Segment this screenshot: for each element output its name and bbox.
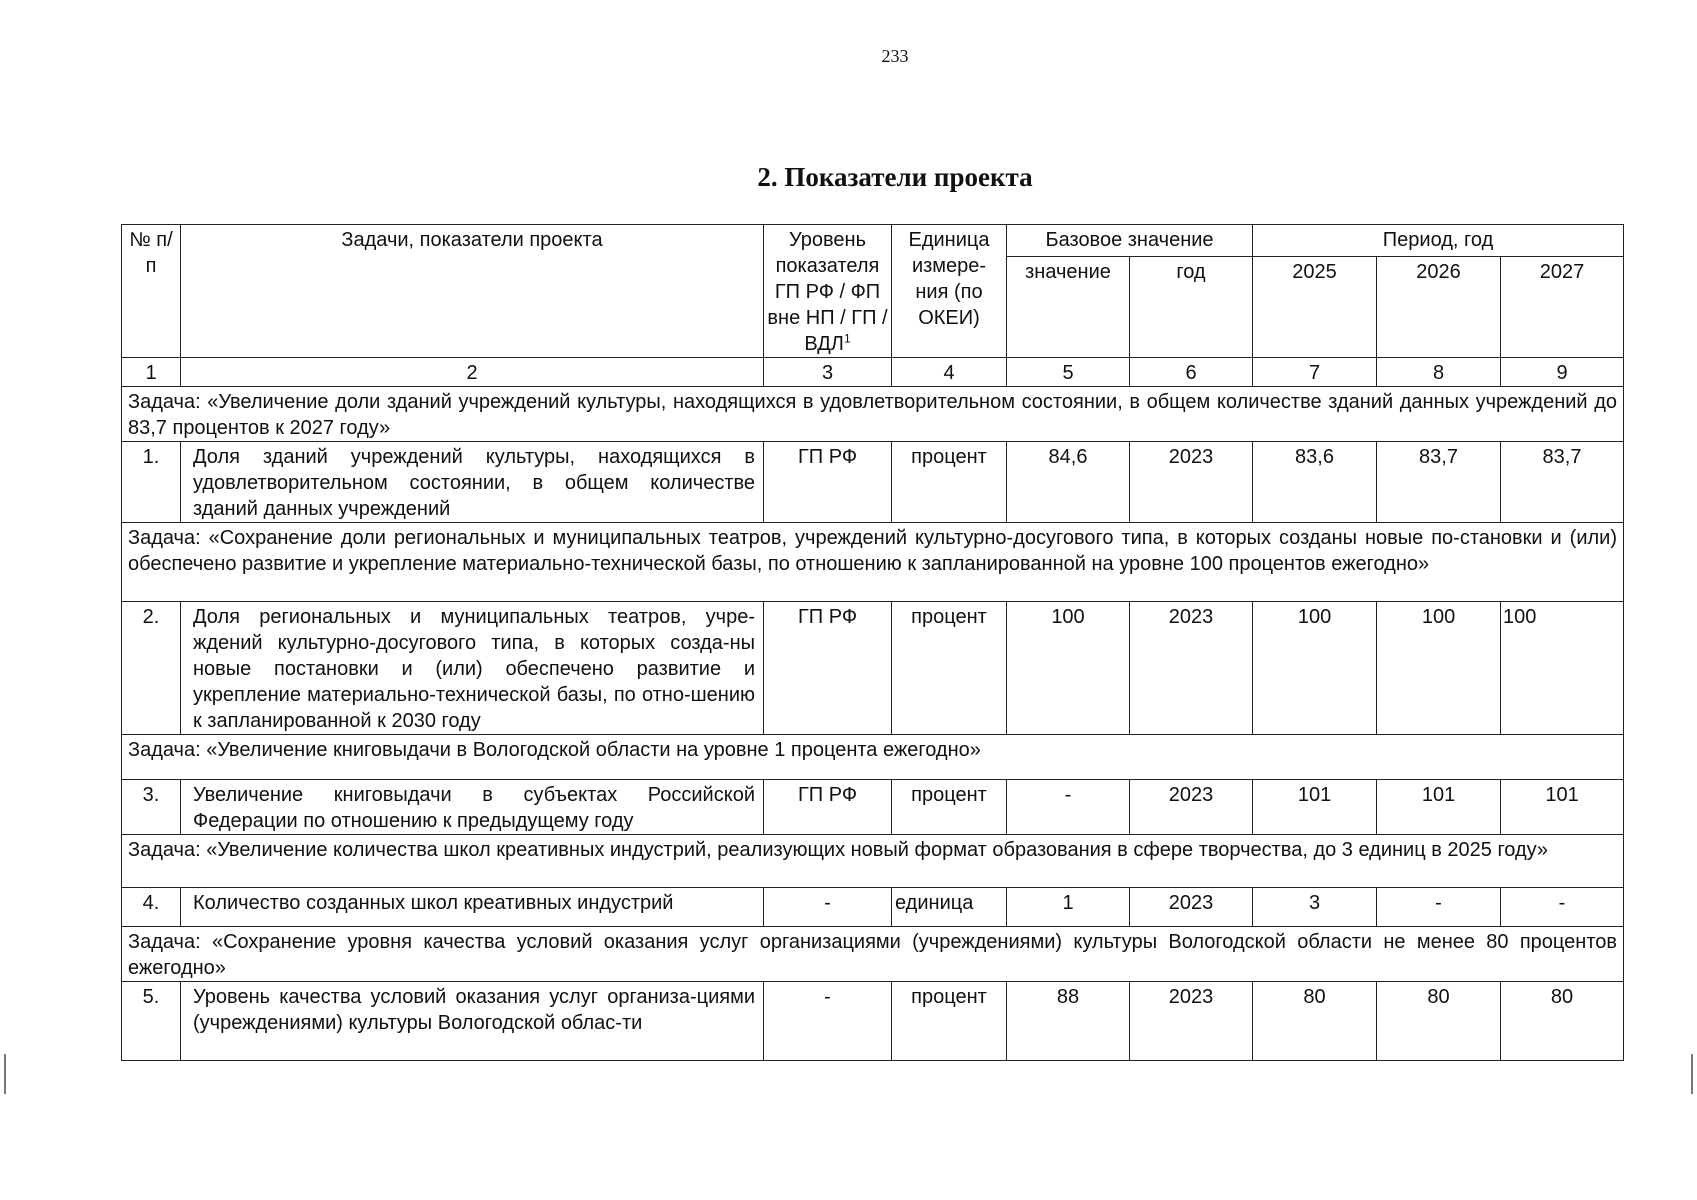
task-row xyxy=(122,387,1624,442)
header-year-2027: 2027 xyxy=(1501,257,1624,358)
column-number: 9 xyxy=(1501,358,1624,387)
indicator-2026: 100 xyxy=(1377,602,1501,735)
indicator-num: 4. xyxy=(122,888,181,927)
task-row xyxy=(122,835,1624,888)
indicator-level: ГП РФ xyxy=(764,602,892,735)
indicator-2027: 80 xyxy=(1501,982,1624,1061)
indicator-2025: 101 xyxy=(1253,780,1377,835)
indicator-2026: - xyxy=(1377,888,1501,927)
indicator-2025: 3 xyxy=(1253,888,1377,927)
indicator-num: 3. xyxy=(122,780,181,835)
indicator-name: Доля региональных и муниципальных театров, учре-ждений культурно-досугового типа, в которых созда-ны новые постановки и (или) обеспечено развитие и укрепление материально-технической базы, по отно-шению к запланированной к 2030 году xyxy=(181,602,764,735)
indicator-base-year: 2023 xyxy=(1130,602,1253,735)
indicator-level: - xyxy=(764,888,892,927)
task-text: Задача: «Увеличение доли зданий учреждений культуры, находящихся в удовлетворительном состоянии, в общем количестве зданий данных учреждений до 83,7 процентов к 2027 году» xyxy=(122,387,1624,442)
task-row xyxy=(122,927,1624,982)
indicator-2027: 100 xyxy=(1501,602,1624,735)
scan-edge-mark-right xyxy=(1691,1054,1693,1094)
column-numbers-row xyxy=(122,358,1624,387)
column-number: 3 xyxy=(764,358,892,387)
column-number: 8 xyxy=(1377,358,1501,387)
indicator-2027: 101 xyxy=(1501,780,1624,835)
indicator-unit: процент xyxy=(892,602,1007,735)
indicator-base-year: 2023 xyxy=(1130,442,1253,523)
task-row xyxy=(122,523,1624,602)
indicator-row xyxy=(122,982,1624,1061)
header-tasks: Задачи, показатели проекта xyxy=(181,225,764,358)
indicator-name: Уровень качества условий оказания услуг организа-циями (учреждениями) культуры Вологодской облас-ти xyxy=(181,982,764,1061)
indicator-name: Доля зданий учреждений культуры, находящихся в удовлетворительном состоянии, в общем количестве зданий данных учреждений xyxy=(181,442,764,523)
indicator-2025: 100 xyxy=(1253,602,1377,735)
footnote-mark: 1 xyxy=(843,331,851,346)
indicator-base-value: 1 xyxy=(1007,888,1130,927)
header-level xyxy=(764,225,892,358)
indicator-2025: 83,6 xyxy=(1253,442,1377,523)
indicator-base-value: 84,6 xyxy=(1007,442,1130,523)
page-number: 233 xyxy=(881,46,909,66)
indicator-unit: процент xyxy=(892,982,1007,1061)
indicator-2026: 80 xyxy=(1377,982,1501,1061)
header-year-2026: 2026 xyxy=(1377,257,1501,358)
column-number: 4 xyxy=(892,358,1007,387)
task-row xyxy=(122,735,1624,780)
indicator-num: 2. xyxy=(122,602,181,735)
indicator-name: Увеличение книговыдачи в субъектах Российской Федерации по отношению к предыдущему году xyxy=(181,780,764,835)
indicator-base-year: 2023 xyxy=(1130,780,1253,835)
indicator-level: ГП РФ xyxy=(764,780,892,835)
page-title: 2. Показатели проекта xyxy=(757,162,1033,192)
indicator-base-value: 100 xyxy=(1007,602,1130,735)
indicator-2025: 80 xyxy=(1253,982,1377,1061)
column-number: 6 xyxy=(1130,358,1253,387)
task-text: Задача: «Увеличение книговыдачи в Вологодской области на уровне 1 процента ежегодно» xyxy=(122,735,1624,780)
indicator-unit: единица xyxy=(892,888,1007,927)
indicator-base-year: 2023 xyxy=(1130,982,1253,1061)
indicator-row xyxy=(122,602,1624,735)
indicators-table xyxy=(121,224,1624,1061)
indicator-unit: процент xyxy=(892,780,1007,835)
indicator-base-year: 2023 xyxy=(1130,888,1253,927)
indicator-2027: - xyxy=(1501,888,1624,927)
header-base: Базовое значение xyxy=(1007,225,1253,257)
indicator-base-value: 88 xyxy=(1007,982,1130,1061)
indicator-num: 5. xyxy=(122,982,181,1061)
column-number: 7 xyxy=(1253,358,1377,387)
header-unit: Единица измере-ния (по ОКЕИ) xyxy=(892,225,1007,358)
column-number: 1 xyxy=(122,358,181,387)
column-number: 5 xyxy=(1007,358,1130,387)
indicator-row xyxy=(122,780,1624,835)
column-number: 2 xyxy=(181,358,764,387)
indicator-2026: 101 xyxy=(1377,780,1501,835)
indicator-row xyxy=(122,442,1624,523)
indicator-2026: 83,7 xyxy=(1377,442,1501,523)
scan-edge-mark-left xyxy=(4,1054,6,1094)
header-base-value: значение xyxy=(1007,257,1130,358)
indicator-2027: 83,7 xyxy=(1501,442,1624,523)
indicator-num: 1. xyxy=(122,442,181,523)
task-text: Задача: «Сохранение уровня качества условий оказания услуг организациями (учреждениями) культуры Вологодской области не менее 80 процентов ежегодно» xyxy=(122,927,1624,982)
header-row-1 xyxy=(122,225,1624,257)
indicator-row xyxy=(122,888,1624,927)
indicator-unit: процент xyxy=(892,442,1007,523)
indicator-level: - xyxy=(764,982,892,1061)
task-text: Задача: «Сохранение доли региональных и муниципальных театров, учреждений культурно-досугового типа, в которых созданы новые по-становки и (или) обеспечено развитие и укрепление материально-технической базы, по отношению к запланированной на уровне 100 процентов ежегодно» xyxy=(122,523,1624,602)
header-level-text: Уровень показателя ГП РФ / ФП вне НП / ГП / ВДЛ xyxy=(767,229,888,355)
header-num: № п/п xyxy=(122,225,181,358)
header-base-year: год xyxy=(1130,257,1253,358)
task-text: Задача: «Увеличение количества школ креативных индустрий, реализующих новый формат образования в сфере творчества, до 3 единиц в 2025 году» xyxy=(122,835,1624,888)
header-year-2025: 2025 xyxy=(1253,257,1377,358)
indicator-name: Количество созданных школ креативных индустрий xyxy=(181,888,764,927)
header-period: Период, год xyxy=(1253,225,1624,257)
indicator-level: ГП РФ xyxy=(764,442,892,523)
indicator-base-value: - xyxy=(1007,780,1130,835)
